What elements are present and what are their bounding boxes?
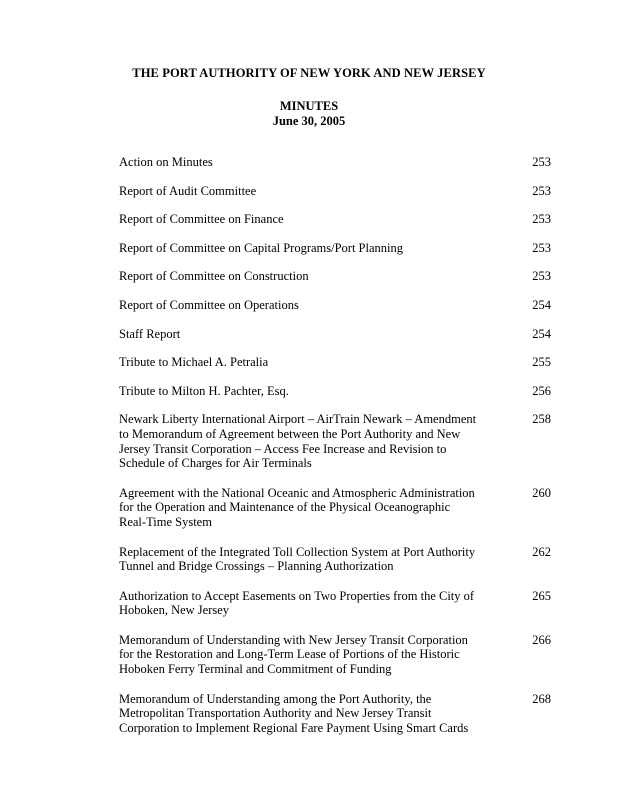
toc-entry-page: 258 xyxy=(532,412,551,427)
toc-entry-page: 268 xyxy=(532,691,551,706)
toc-entry xyxy=(119,298,551,313)
toc-entry-page: 255 xyxy=(532,355,551,370)
toc-entry xyxy=(119,384,551,399)
org-title: THE PORT AUTHORITY OF NEW YORK AND NEW JERSEY xyxy=(132,66,486,80)
table-of-contents xyxy=(119,155,551,735)
toc-entry-text: Agreement with the National Oceanic and Atmospheric Administration for the Operation and Maintenance of the Physical Oceanographic Real-Time System xyxy=(119,485,475,529)
toc-entry-page: 253 xyxy=(532,212,551,227)
toc-entry-text: Report of Committee on Finance xyxy=(119,212,284,227)
toc-entry-page: 253 xyxy=(532,269,551,284)
toc-entry-text: Report of Audit Committee xyxy=(119,183,257,198)
toc-entry-page: 254 xyxy=(532,326,551,341)
toc-entry-page: 262 xyxy=(532,544,551,559)
document-heading xyxy=(0,99,618,129)
toc-entry-page: 253 xyxy=(532,183,551,198)
toc-entry-text: Action on Minutes xyxy=(119,155,213,169)
toc-entry xyxy=(119,155,551,170)
toc-entry-text: Memorandum of Understanding with New Jersey Transit Corporation for the Restoration and Long-Term Lease of Portions of the Historic Hoboken Ferry Terminal and Commitment of Funding xyxy=(119,632,468,677)
toc-entry xyxy=(119,212,551,227)
toc-entry-text: Authorization to Accept Easements on Two Properties from the City of Hoboken, New Jersey xyxy=(119,588,475,618)
toc-entry-page: 266 xyxy=(532,632,551,647)
toc-entry-text: Replacement of the Integrated Toll Collection System at Port Authority Tunnel and Bridge Crossings – Planning Authorization xyxy=(119,544,476,574)
toc-entry-text: Report of Committee on Construction xyxy=(119,269,309,284)
toc-entry xyxy=(119,486,551,530)
toc-entry xyxy=(119,184,551,199)
toc-entry xyxy=(119,412,551,470)
document-date: June 30, 2005 xyxy=(272,114,346,128)
toc-entry xyxy=(119,269,551,284)
toc-entry xyxy=(119,692,551,736)
toc-entry xyxy=(119,633,551,677)
toc-entry-text: Report of Committee on Operations xyxy=(119,297,299,312)
toc-entry-text: Tribute to Michael A. Petralia xyxy=(119,355,269,370)
toc-entry-text: Tribute to Milton H. Pachter, Esq. xyxy=(119,383,289,398)
toc-entry xyxy=(119,355,551,370)
toc-entry-page: 256 xyxy=(532,383,551,398)
toc-entry xyxy=(119,589,551,618)
toc-entry-text: Report of Committee on Capital Programs/Port Planning xyxy=(119,240,404,255)
toc-entry xyxy=(119,327,551,342)
toc-entry xyxy=(119,241,551,256)
toc-entry-page: 253 xyxy=(532,240,551,255)
toc-entry-text: Newark Liberty International Airport – AirTrain Newark – Amendment to Memorandum of Agreement between the Port Authority and New Jersey Transit Corporation – Access Fee Increase and Revision to Schedule of Charges for Air Terminals xyxy=(119,412,477,471)
toc-entry-page: 260 xyxy=(532,485,551,500)
toc-entry-page: 254 xyxy=(532,297,551,312)
toc-entry-page: 253 xyxy=(532,155,551,169)
toc-entry-page: 265 xyxy=(532,588,551,603)
toc-entry xyxy=(119,545,551,574)
toc-entry-text: Memorandum of Understanding among the Port Authority, the Metropolitan Transportation Authority and New Jersey Transit Corporation to Implement Regional Fare Payment Using Smart Cards xyxy=(119,691,469,735)
toc-entry-text: Staff Report xyxy=(119,326,181,341)
document-type: MINUTES xyxy=(279,99,339,113)
